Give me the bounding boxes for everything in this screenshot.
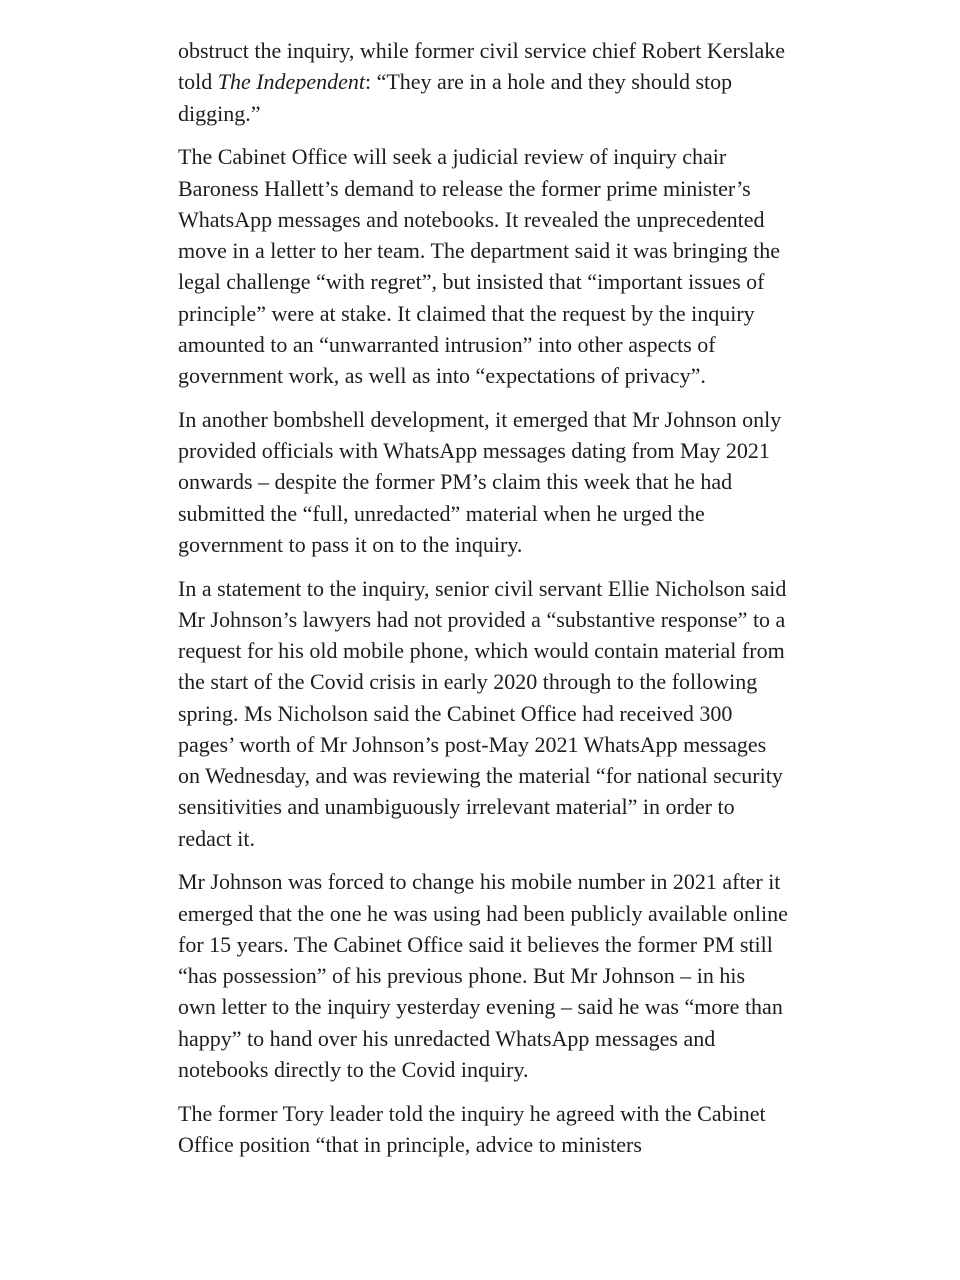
article-paragraph-3: In another bombshell development, it emerged that Mr Johnson only provided officials with WhatsApp messages dating from May 2021 onwards – despite the former PM’s claim this week that he had submitted the “full, unredacted” material when he urged the government to pass it on to the inquiry. [178,406,782,557]
article-paragraph-4: In a statement to the inquiry, senior civil servant Ellie Nicholson said Mr Johnson’s lawyers had not provided a “substantive response” to a request for his old mobile phone, which would contain material from the start of the Covid crisis in early 2020 through to the following spring. Ms Nicholson said the Cabinet Office had received 300 pages’ worth of Mr Johnson’s post-May 2021 WhatsApp messages on Wednesday, and was reviewing the material “for national security sensitivities and unambiguously irrelevant material” in order to redact it. [178,575,787,851]
article-paragraph-1 [178,35,788,129]
article-paragraph-2: The Cabinet Office will seek a judicial review of inquiry chair Baroness Hallett’s demand to release the former prime minister’s WhatsApp messages and notebooks. It revealed the unprecedented move in a letter to her team. The department said it was bringing the legal challenge “with regret”, but insisted that “important issues of principle” were at stake. It claimed that the request by the inquiry amounted to an “unwarranted intrusion” into other aspects of government work, as well as into “expectations of privacy”. [178,144,780,388]
article-body [178,35,788,1173]
article-paragraph-5: Mr Johnson was forced to change his mobile number in 2021 after it emerged that the one he was using had been publicly available online for 15 years. The Cabinet Office said it believes the former PM still “has possession” of his previous phone. But Mr Johnson – in his own letter to the inquiry yesterday evening – said he was “more than happy” to hand over his unredacted WhatsApp messages and notebooks directly to the Covid inquiry. [178,869,788,1082]
publication-name: The Independent [217,69,365,95]
article-paragraph-6: The former Tory leader told the inquiry he agreed with the Cabinet Office position “that in principle, advice to ministers [178,1100,766,1157]
paragraph-1-text-start: obstruct the inquiry, while former civil service chief Robert Kerslake told [178,38,786,95]
paragraph-1-text-end: : “They are in a hole and they should stop digging.” [178,69,733,126]
